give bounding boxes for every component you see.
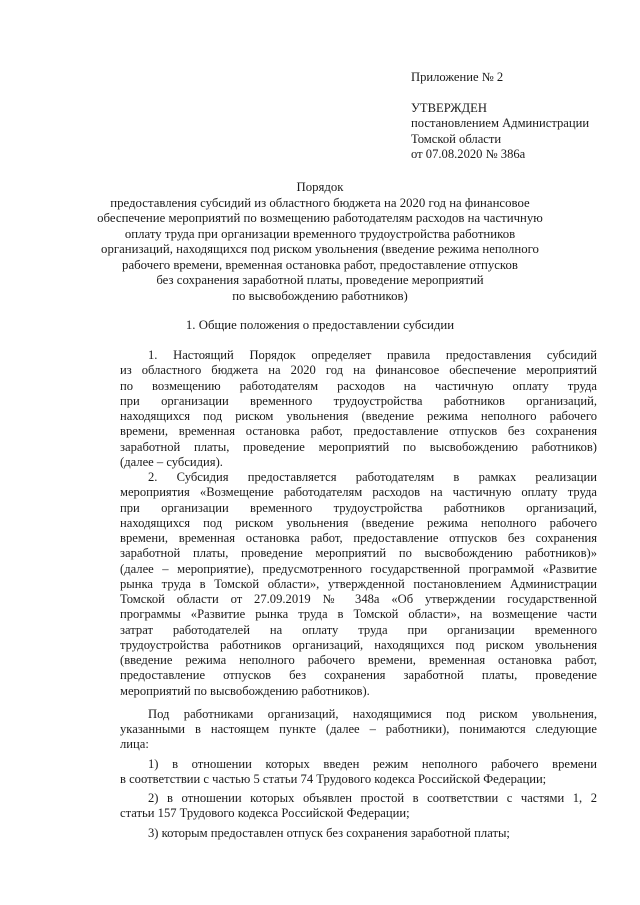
title-line: по высвобождению работников) [232, 288, 408, 303]
approval-line: от 07.08.2020 № 386а [411, 147, 526, 162]
text-line: 2) в отношении которых объявлен простой в соответствии с частями 1, 2 [148, 791, 597, 805]
text-line: при организации временного трудоустройства работников организаций, [120, 393, 597, 408]
text-line: при организации временного трудоустройства работников организаций, [120, 500, 597, 515]
text-line: (введение режима неполного рабочего времени, временная остановка работ, [120, 653, 597, 667]
list-item [120, 757, 597, 788]
text-line: находящихся под риском увольнения (введение режима неполного рабочего [120, 409, 597, 423]
title-line: организаций, находящихся под риском увольнения (введение режима неполного [101, 242, 539, 256]
text-line: заработной платы, проведение мероприятий по высвобождению работников) [120, 439, 597, 454]
text-line: программы «Развитие рынка труда в Томской области», на возмещение части [120, 607, 597, 622]
text-line: 1. Настоящий Порядок определяет правила предоставления субсидий [148, 348, 597, 362]
text-line: находящихся под риском увольнения (введение режима неполного рабочего [120, 515, 597, 530]
text-line: в соответствии с частью 5 статьи 74 Трудового кодекса Российской Федерации; [120, 771, 547, 786]
paragraph [120, 348, 597, 470]
paragraph [120, 707, 597, 753]
title-line: оплату труда при организации временного трудоустройства работников [124, 226, 516, 241]
text-line: трудоустройства работников организаций, находящихся под риском увольнения [120, 637, 597, 652]
text-line: из областного бюджета на 2020 год на финансовое обеспечение мероприятий [120, 363, 597, 378]
document-body [120, 348, 597, 841]
text-line: предоставление отпусков без сохранения заработной платы, проведение [120, 668, 597, 683]
text-line: мероприятия «Возмещение работодателям расходов на частичную оплату труда [120, 485, 597, 500]
title-line: Порядок [296, 180, 344, 194]
text-line: 1) в отношении которых введен режим неполного рабочего времени [148, 756, 597, 771]
title-line: рабочего времени, временная остановка работ, предоставление отпусков [122, 257, 518, 272]
attachment-number: Приложение № 2 [411, 70, 504, 84]
title-line: предоставления субсидий из областного бюджета на 2020 год на финансовое [110, 195, 530, 210]
text-line: заработной платы, проведение мероприятий по высвобождению работников)» [120, 546, 597, 561]
approval-line: постановлением Администрации [411, 116, 590, 131]
text-line: указанными в настоящем пункте (далее – работники), понимаются следующие [120, 722, 597, 736]
text-line: 3) которым предоставлен отпуск без сохранения заработной платы; [148, 825, 510, 840]
title-line: обеспечение мероприятий по возмещению работодателям расходов на частичную [97, 211, 543, 225]
text-line: Под работниками организаций, находящимися под риском увольнения, [148, 706, 597, 721]
approval-line: Томской области [411, 131, 502, 146]
text-line: рынка труда в Томской области», утвержденной постановлением Администрации [120, 576, 597, 591]
text-line: по возмещению работодателям расходов на частичную оплату труда [120, 378, 597, 393]
list-item [120, 791, 597, 822]
text-line: статьи 157 Трудового кодекса Российской Федерации; [120, 806, 410, 821]
text-line: мероприятий по высвобождению работников). [120, 683, 370, 698]
text-line: времени, временная остановка работ, предоставление отпусков без сохранения [120, 531, 597, 545]
title-line: без сохранения заработной платы, проведение мероприятий [156, 273, 484, 287]
text-line: времени, временная остановка работ, предоставление отпусков без сохранения [120, 424, 597, 439]
section-heading: 1. Общие положения о предоставлении субсидии [185, 318, 455, 332]
document-title [60, 180, 580, 304]
list-item [120, 826, 597, 841]
text-line: (далее – субсидия). [120, 454, 223, 469]
text-line: 2. Субсидия предоставляется работодателям в рамках реализации [148, 470, 597, 484]
approval-stamp [411, 70, 589, 163]
text-line: (далее – мероприятие), предусмотренного государственной программой «Развитие [120, 561, 597, 576]
paragraph [120, 470, 597, 699]
text-line: затрат работодателей на оплату труда при организации временного [120, 622, 597, 637]
text-line: Томской области от 27.09.2019 № 348а «Об утверждении государственной [120, 592, 597, 606]
text-line: лица: [120, 737, 149, 752]
approval-line: УТВЕРЖДЕН [411, 100, 487, 115]
